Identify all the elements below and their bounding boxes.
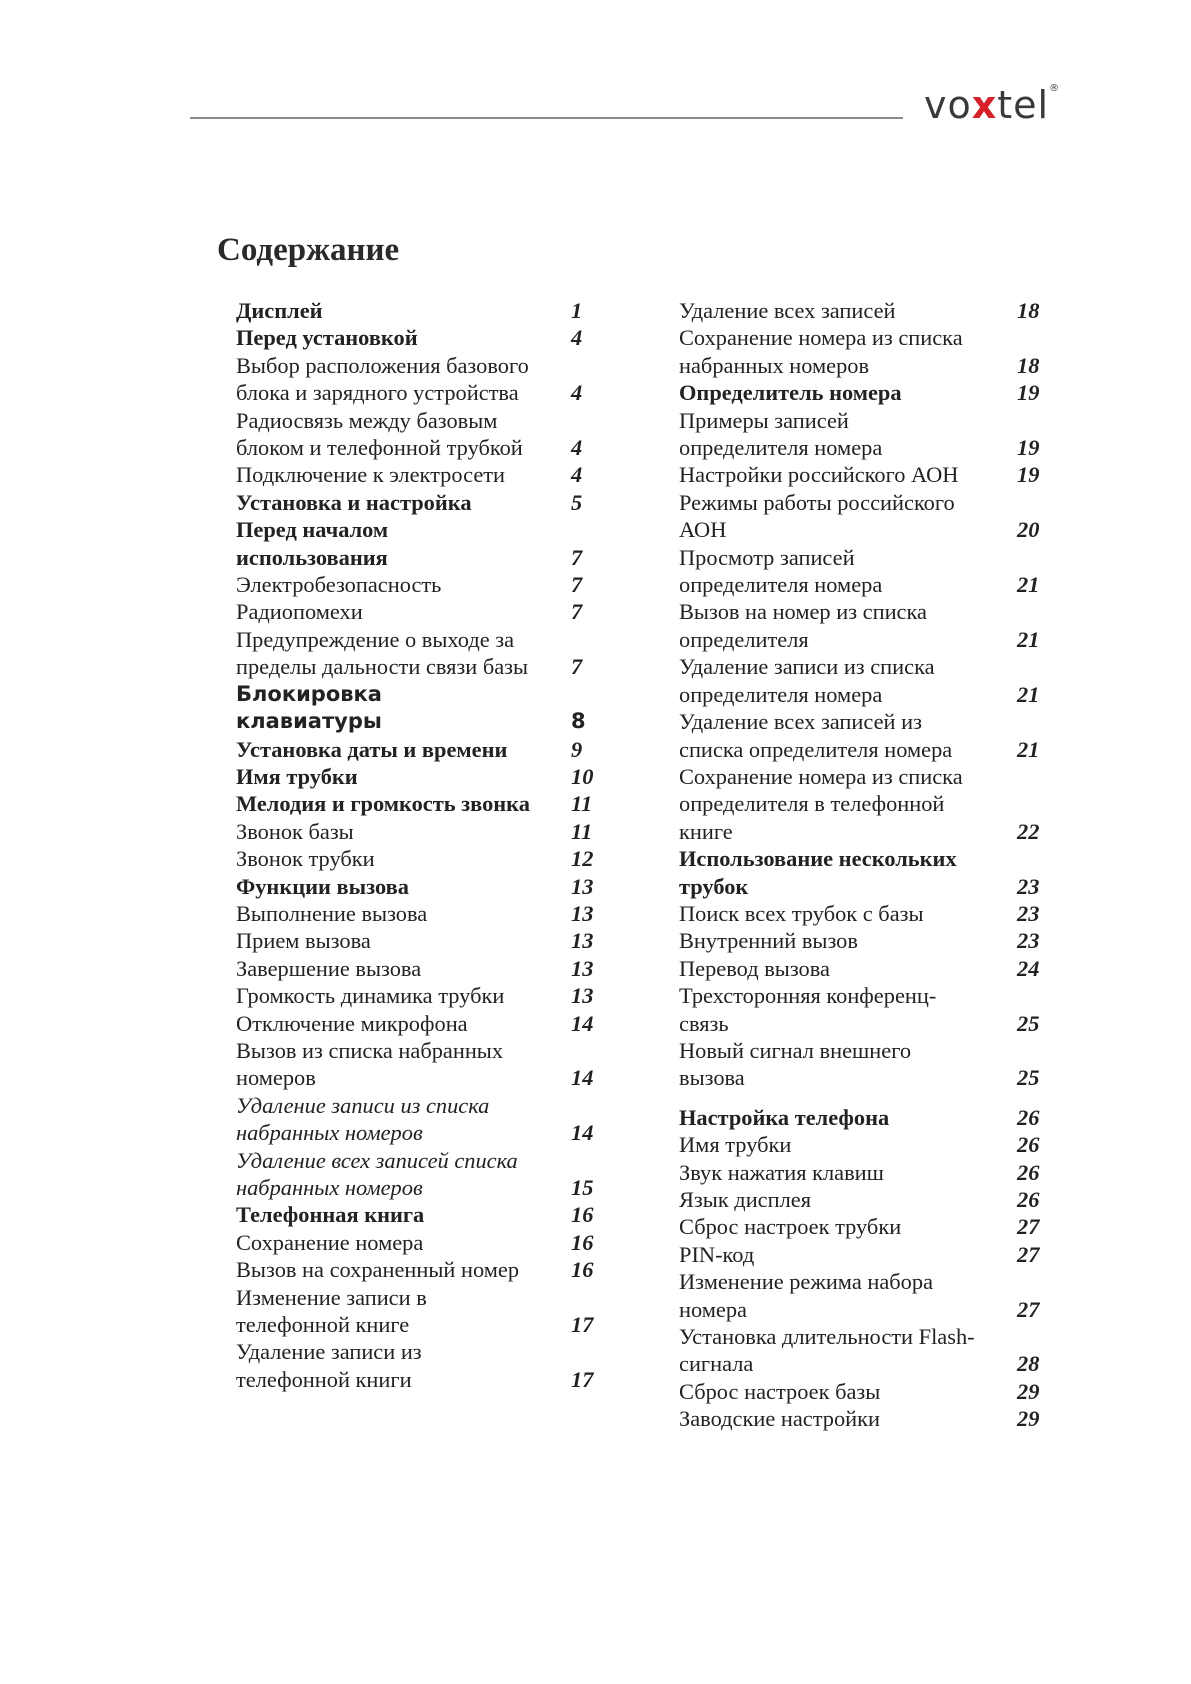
- toc-entry[interactable]: Удаление записи из телефонной книги 17: [236, 1339, 594, 1392]
- toc-entry[interactable]: Радиопомехи 7: [236, 599, 583, 625]
- toc-entry[interactable]: Установка длительности Flash-сигнала 28: [679, 1324, 1040, 1377]
- toc-entry[interactable]: Изменение записи в телефонной книге 17: [236, 1284, 594, 1338]
- toc-entry[interactable]: Имя трубки 10: [236, 763, 594, 789]
- toc-entry[interactable]: PIN-код 27: [679, 1241, 1040, 1267]
- toc-entry[interactable]: Электробезопасность 7: [236, 572, 583, 598]
- toc-entry[interactable]: Установка и настройка 5: [236, 489, 583, 515]
- toc-entry[interactable]: Сброс настроек базы 29: [679, 1378, 1040, 1404]
- toc-entry[interactable]: Просмотр записей определителя номера 21: [679, 544, 1040, 598]
- toc-entry[interactable]: Вызов из списка набранных номеров 14: [236, 1037, 594, 1091]
- toc-entry[interactable]: Звонок базы 11: [236, 818, 593, 844]
- header-rule: [190, 117, 903, 119]
- toc-entry[interactable]: Телефонная книга 16: [236, 1202, 594, 1228]
- toc-right-column: [679, 297, 1047, 1433]
- toc-entry[interactable]: Настройки российского АОН 19: [679, 462, 1040, 488]
- toc-entry[interactable]: Прием вызова 13: [236, 928, 594, 954]
- toc-entry[interactable]: Удаление всех записей из списка определителя номера 21: [679, 709, 1040, 762]
- toc-entry[interactable]: Установка даты и времени 9: [236, 736, 583, 762]
- toc-entry[interactable]: Вызов на сохраненный номер 16: [236, 1257, 594, 1283]
- toc-entry[interactable]: Примеры записей определителя номера 19: [679, 407, 1040, 461]
- toc-entry[interactable]: Удаление записи из списка определителя номера 21: [679, 654, 1040, 707]
- voxtel-logo: voxtel®: [924, 83, 1061, 127]
- toc-entry[interactable]: Перед установкой 4: [236, 325, 583, 351]
- section-gap: [679, 1092, 1047, 1104]
- logo-x-icon: x: [971, 83, 998, 127]
- toc-entry[interactable]: Изменение режима набора номера 27: [679, 1269, 1040, 1322]
- toc-entry[interactable]: Перед началом использования 7: [236, 517, 583, 570]
- toc-entry[interactable]: Сохранение номера 16: [236, 1229, 594, 1255]
- toc-entry[interactable]: Завершение вызова 13: [236, 955, 594, 981]
- toc-entry[interactable]: Отключение микрофона 14: [236, 1010, 594, 1036]
- toc-entry[interactable]: Определитель номера 19: [679, 380, 1040, 406]
- toc-entry[interactable]: Использование нескольких трубок 23: [679, 846, 1040, 899]
- toc-entry[interactable]: Выбор расположения базового блока и зарядного устройства 4: [236, 352, 583, 406]
- toc-entry[interactable]: Вызов на номер из списка определителя 21: [679, 599, 1040, 652]
- toc-entry[interactable]: Перевод вызова 24: [679, 955, 1040, 981]
- toc-entry[interactable]: Выполнение вызова 13: [236, 900, 594, 926]
- toc-entry[interactable]: Внутренний вызов 23: [679, 928, 1040, 954]
- toc-entry[interactable]: Сохранение номера из списка набранных номеров 18: [679, 325, 1040, 378]
- toc-entry[interactable]: Дисплей 1: [236, 298, 583, 323]
- toc-entry[interactable]: Удаление всех записей 18: [679, 298, 1040, 323]
- toc-entry[interactable]: Функции вызова 13: [236, 873, 594, 899]
- toc-entry[interactable]: Радиосвязь между базовым блоком и телефонной трубкой 4: [236, 407, 583, 461]
- toc-entry[interactable]: Блокировка клавиатуры 8: [236, 681, 586, 734]
- toc-entry[interactable]: Имя трубки 26: [679, 1132, 1040, 1158]
- toc-entry[interactable]: Звонок трубки 12: [236, 846, 594, 872]
- toc-entry[interactable]: Язык дисплея 26: [679, 1187, 1040, 1212]
- toc-entry[interactable]: Трехсторонняя конференц-связь 25: [679, 983, 1040, 1036]
- toc-entry[interactable]: Удаление записи из списка набранных номеров 14: [236, 1092, 594, 1146]
- toc-entry[interactable]: Новый сигнал внешнего вызова 25: [679, 1037, 1040, 1091]
- toc-entry[interactable]: Сохранение номера из списка определителя в телефонной книге 22: [679, 763, 1040, 844]
- toc-entry[interactable]: Режимы работы российского АОН 20: [679, 489, 1040, 543]
- toc-entry[interactable]: Заводские настройки 29: [679, 1406, 1040, 1432]
- toc-entry[interactable]: Сброс настроек трубки 27: [679, 1214, 1040, 1240]
- toc-entry[interactable]: Удаление всех записей списка набранных номеров 15: [236, 1147, 594, 1200]
- page-title: Содержание: [217, 232, 400, 268]
- toc-entry[interactable]: Мелодия и громкость звонка 11: [236, 791, 593, 817]
- toc-entry[interactable]: Поиск всех трубок с базы 23: [679, 900, 1040, 926]
- toc-entry[interactable]: Предупреждение о выходе за пределы дальности связи базы 7: [236, 626, 583, 680]
- toc-entry[interactable]: Настройка телефона 26: [679, 1104, 1040, 1130]
- toc-entry[interactable]: Звук нажатия клавиш 26: [679, 1159, 1040, 1185]
- toc-entry[interactable]: Подключение к электросети 4: [236, 462, 583, 488]
- toc-left-column: [236, 297, 601, 1393]
- toc-entry[interactable]: Громкость динамика трубки 13: [236, 983, 594, 1009]
